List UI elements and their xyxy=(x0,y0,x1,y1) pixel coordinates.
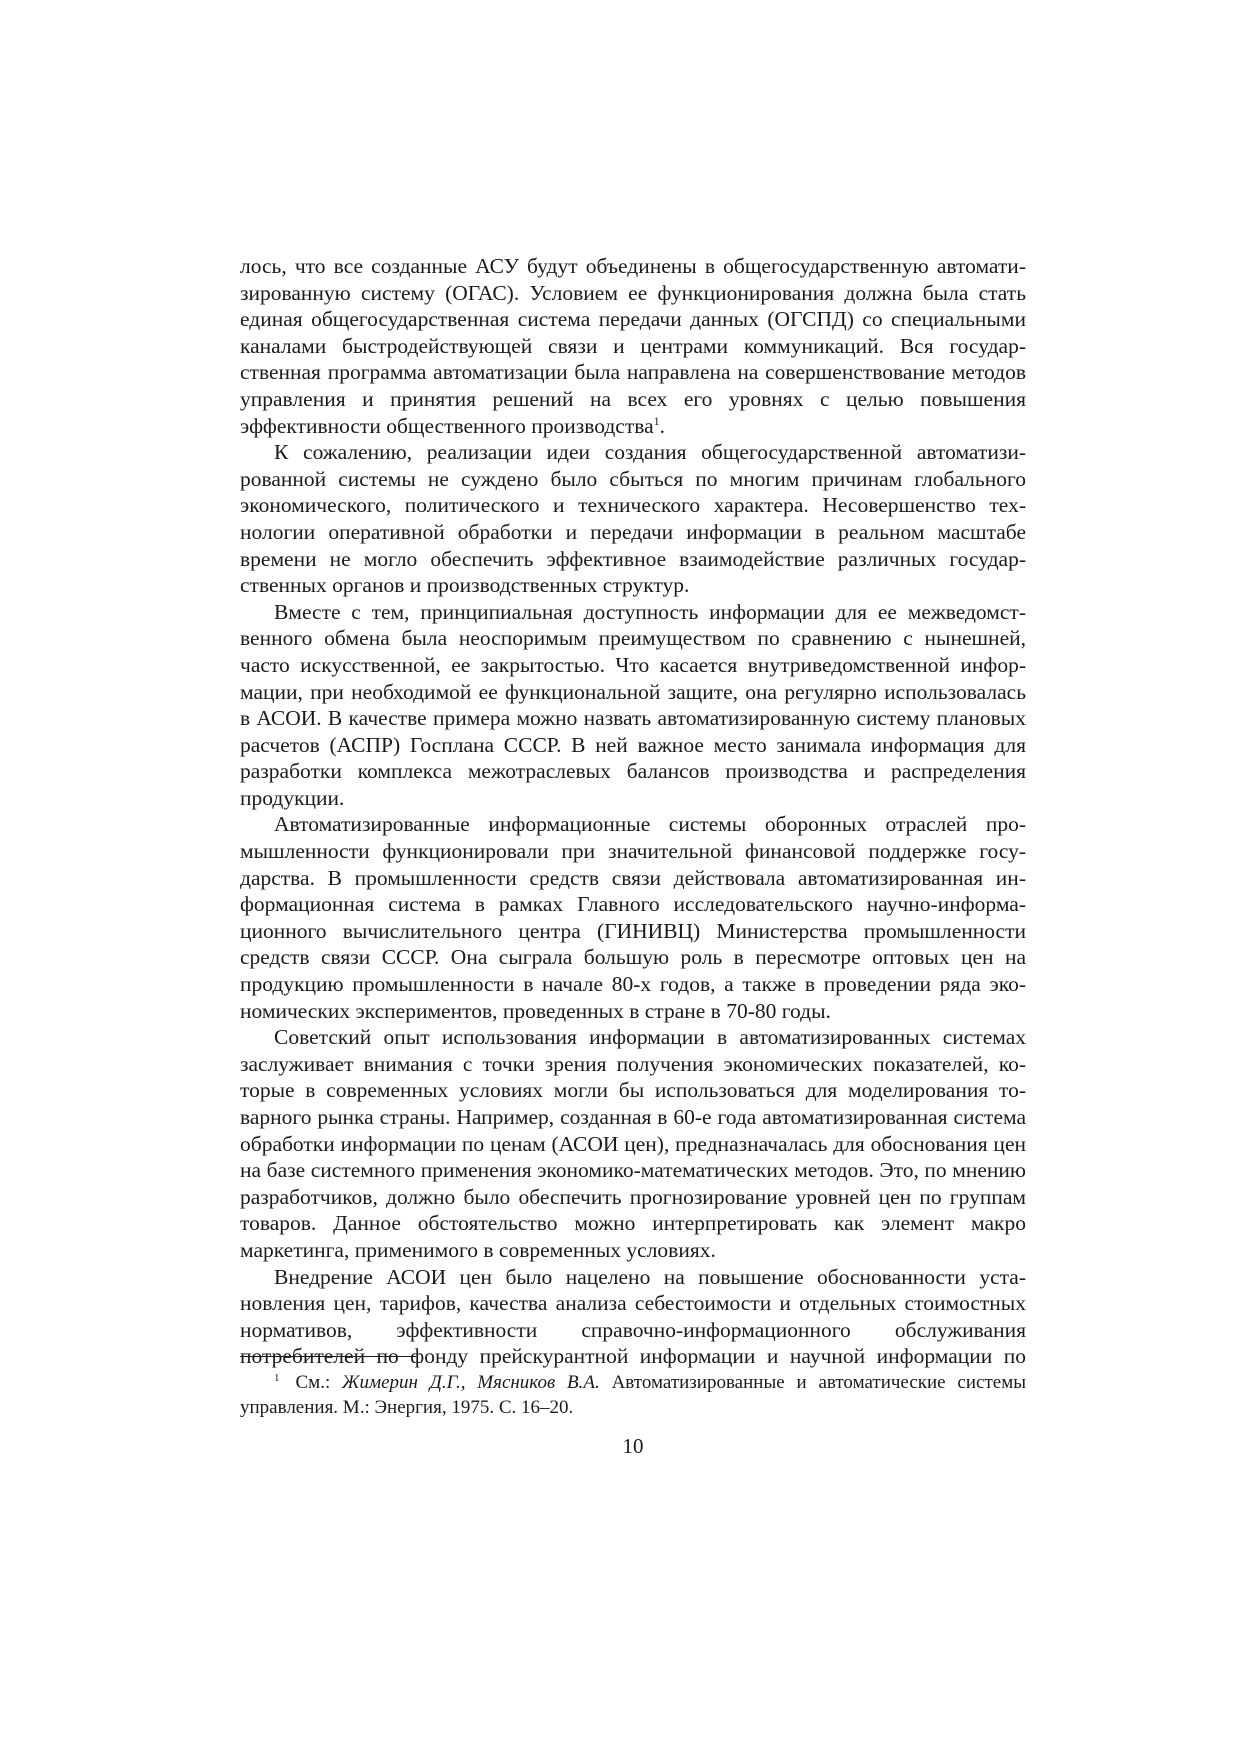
footnote-text: Автоматизированные и автоматические системы управления. М.: Энергия, 1975. С. 16–20. xyxy=(240,1372,1026,1418)
paragraph-1-end: . xyxy=(659,413,666,438)
footnote xyxy=(240,1370,1026,1420)
paragraph-3: Вместе с тем, принципиальная доступность информации для ее межведомственного обмена была неоспоримым преимуществом по сравнению с нынешней, часто искусственной, ее закрытостью. Что касается внутриведомственной информации, при необходимой ее функциональной защите, она регулярно использовалась в АСОИ. В качестве примера можно назвать автоматизированную систему плановых расчетов (АСПР) Госплана СССР. В ней важное место занимала информация для разработки комплекса межотраслевых балансов производства и распределения продукции. xyxy=(240,599,1026,810)
paragraph-4: Автоматизированные информационные системы оборонных отраслей промышленности функционировали при значительной финансовой поддержке государства. В промышленности средств связи действовала автоматизированная информационная система в рамках Главного исследовательского научно-информационного вычислительного центра (ГИНИВЦ) Министерства промышленности средств связи СССР. Она сыграла большую роль в пересмотре оптовых цен на продукцию промышленности в начале 80-х годов, а также в проведении ряда экономических экспериментов, проведенных в стране в 70-80 годы. xyxy=(240,812,1026,1023)
paragraph-1-text: лось, что все созданные АСУ будут объединены в общегосударственную автоматизированную систему (ОГАС). Условием ее функционирования должна была стать единая общегосударственная система передачи данных (ОГСПД) со специальными каналами быстродействующей связи и центрами коммуникаций. Вся государственная программа автоматизации была направлена на совершенствование методов управления и принятия решений на всех его уровнях с целью повышения эффективности общественного производства xyxy=(240,254,1026,438)
paragraph-2: К сожалению, реализации идеи создания общегосударственной автоматизированной системы не суждено было сбыться по многим причинам глобального экономического, политического и технического характера. Несовершенство технологии оперативной обработки и передачи информации в реальном масштабе времени не могло обеспечить эффективное взаимодействие различных государственных органов и производственных структур. xyxy=(240,440,1026,598)
footnote-authors: Жимерин Д.Г., Мясников В.А. xyxy=(342,1372,600,1393)
footnote-number: 1 xyxy=(274,1371,280,1384)
page-body xyxy=(240,253,1026,1370)
footnote-divider xyxy=(240,1356,416,1357)
body-text xyxy=(240,253,1026,1370)
footnote-prefix: См.: xyxy=(295,1372,343,1393)
footnote-reference: 1 xyxy=(653,413,660,428)
page-number: 10 xyxy=(622,1434,644,1458)
paragraph-1 xyxy=(240,253,1026,439)
paragraph-5: Советский опыт использования информации в автоматизированных системах заслуживает внимания с точки зрения получения экономических показателей, которые в современных условиях могли бы использоваться для моделирования товарного рынка страны. Например, созданная в 60-е года автоматизированная система обработки информации по ценам (АСОИ цен), предназначалась для обоснования цен на базе системного применения экономико-математических методов. Это, по мнению разработчиков, должно было обеспечить прогнозирование уровней цен по группам товаров. Данное обстоятельство можно интерпретировать как элемент макро маркетинга, применимого в современных условиях. xyxy=(240,1025,1026,1262)
paragraph-6: Внедрение АСОИ цен было нацелено на повышение обоснованности установления цен, тарифов, качества анализа себестоимости и отдельных стоимостных нормативов, эффективности справочно-информационного обслуживания потребителей по фонду прейскурантной информации и научной информации по xyxy=(240,1264,1026,1369)
